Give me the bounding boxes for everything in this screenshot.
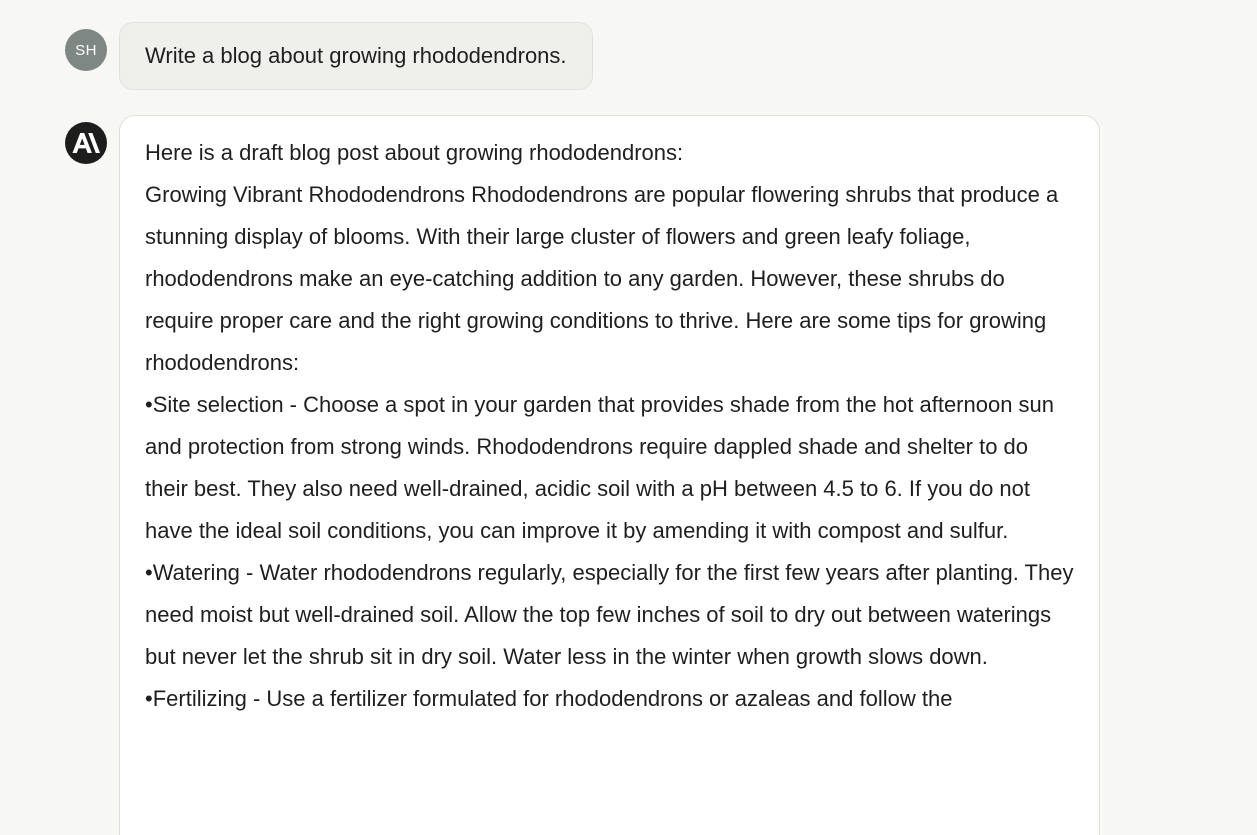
user-message-text: Write a blog about growing rhododendrons. — [145, 43, 567, 68]
assistant-paragraph: •Fertilizing - Use a fertilizer formulated for rhododendrons or azaleas and follow the — [145, 686, 953, 711]
user-avatar — [65, 29, 107, 71]
user-avatar-initials: SH — [75, 41, 97, 59]
assistant-paragraph: •Site selection - Choose a spot in your garden that provides shade from the hot afternoon sun and protection from strong winds. Rhododendrons require dappled shade and shelter to do their best. They also need well-drained, acidic soil with a pH between 4.5 to 6. If you do not have the ideal soil conditions, you can improve it by amending it with compost and sulfur. — [145, 392, 1055, 543]
assistant-avatar — [65, 122, 107, 164]
assistant-message-bubble — [119, 115, 1100, 835]
user-message-bubble — [119, 22, 593, 90]
assistant-paragraph: Here is a draft blog post about growing rhododendrons: — [145, 140, 684, 165]
assistant-paragraph: Growing Vibrant Rhododendrons Rhododendrons are popular flowering shrubs that produce a stunning display of blooms. With their large cluster of flowers and green leafy foliage, rhododendrons make an eye-catching addition to any garden. However, these shrubs do require proper care and the right growing conditions to thrive. Here are some tips for growing rhododendrons: — [145, 182, 1059, 375]
assistant-paragraph: •Watering - Water rhododendrons regularly, especially for the first few years after planting. They need moist but well-drained soil. Allow the top few inches of soil to dry out between waterings but never let the shrub sit in dry soil. Water less in the winter when growth slows down. — [145, 560, 1074, 669]
anthropic-logo-icon — [71, 131, 101, 155]
